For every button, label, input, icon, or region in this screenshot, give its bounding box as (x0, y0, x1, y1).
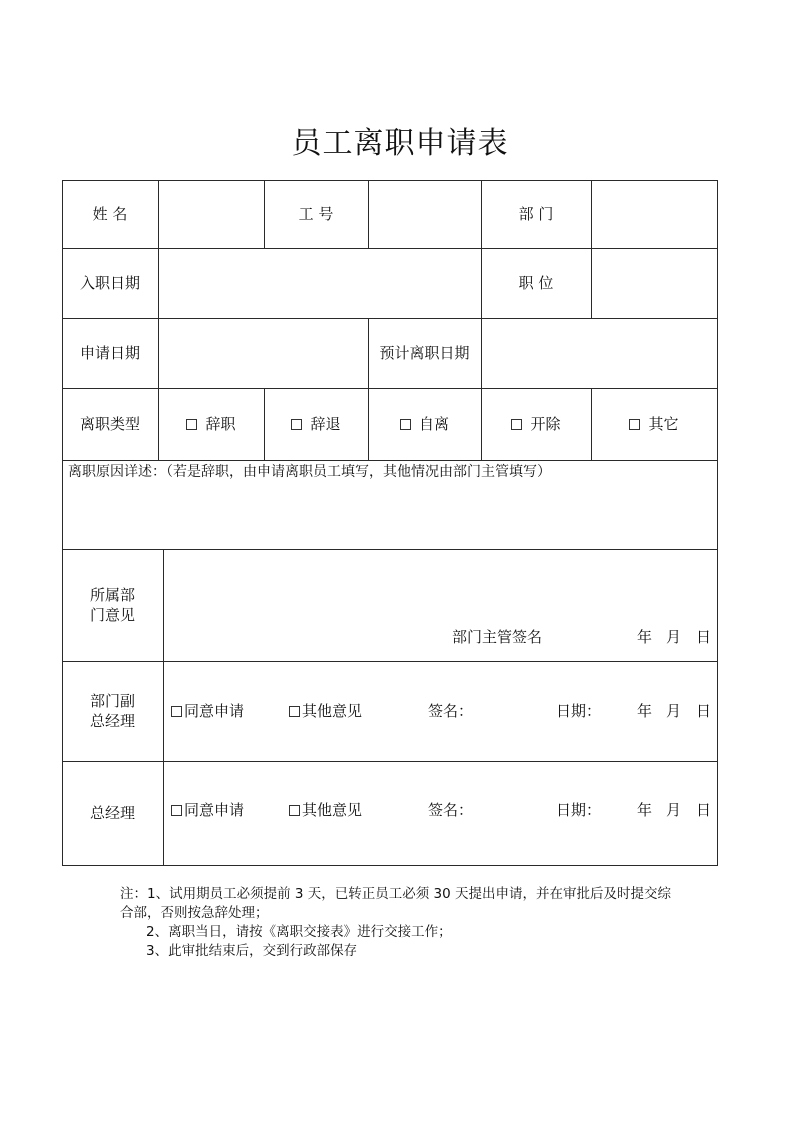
option-label: 其它 (648, 415, 679, 433)
form-title: 员工离职申请表 (291, 126, 509, 161)
deputy-gm-sign-label: 签名： (428, 702, 474, 720)
deputy-gm-label-cell (62, 661, 163, 761)
checkbox-icon[interactable] (511, 419, 522, 430)
position-label: 职 位 (518, 274, 554, 292)
name-label: 姓 名 (92, 205, 128, 223)
checkbox-icon[interactable] (289, 805, 300, 816)
dept-manager-signature-label: 部门主管签名 (452, 628, 543, 646)
leave-type-option-resign[interactable] (158, 388, 264, 460)
dept-opinion-field[interactable] (164, 550, 717, 620)
deputy-gm-other-option[interactable] (289, 702, 362, 721)
employee-id-field[interactable] (369, 181, 481, 248)
day-label: 日 (696, 628, 712, 646)
option-label: 辞职 (205, 415, 236, 433)
name-field[interactable] (159, 181, 264, 248)
expected-leave-date-label: 预计离职日期 (379, 344, 470, 362)
deputy-gm-label: 部门副总经理 (89, 692, 135, 730)
option-label: 其他意见 (302, 702, 363, 720)
leave-type-option-self-leave[interactable] (368, 388, 481, 460)
year-label: 年 (637, 628, 653, 646)
gm-date-label: 日期： (556, 801, 602, 819)
deputy-gm-agree-option[interactable] (171, 702, 244, 721)
leave-type-option-expel[interactable] (481, 388, 591, 460)
dept-opinion-label: 所属部门意见 (89, 586, 135, 624)
option-label: 其他意见 (302, 801, 363, 819)
checkbox-icon[interactable] (291, 419, 302, 430)
hire-date-field[interactable] (159, 249, 481, 318)
year-label: 年 (637, 801, 653, 819)
option-label: 自离 (418, 415, 449, 433)
note-line: 注：1、试用期员工必须提前 3 天，已转正员工必须 30 天提出申请，并在审批后及时提交综 (120, 886, 672, 902)
checkbox-icon[interactable] (171, 706, 182, 717)
note-line: 合部，否则按急辞处理； (120, 905, 269, 921)
checkbox-icon[interactable] (400, 419, 411, 430)
hire-date-label: 入职日期 (79, 274, 140, 292)
day-label: 日 (696, 801, 712, 819)
note-line: 2、离职当日，请按《离职交接表》进行交接工作； (146, 924, 452, 940)
option-label: 同意申请 (184, 801, 245, 819)
notes (120, 885, 690, 961)
leave-type-option-other[interactable] (591, 388, 717, 460)
dept-opinion-label-cell (62, 549, 163, 661)
leave-type-label: 离职类型 (79, 415, 140, 433)
month-label: 月 (666, 801, 682, 819)
leave-type-option-dismiss[interactable] (264, 388, 368, 460)
gm-agree-option[interactable] (171, 801, 244, 820)
day-label: 日 (696, 702, 712, 720)
expected-leave-date-field[interactable] (482, 319, 717, 388)
employee-id-label: 工 号 (298, 205, 334, 223)
month-label: 月 (666, 702, 682, 720)
option-label: 同意申请 (184, 702, 245, 720)
gm-label: 总经理 (89, 804, 135, 822)
reason-label: 离职原因详述：（若是辞职，由申请离职员工填写，其他情况由部门主管填写） (68, 464, 551, 480)
option-label: 辞退 (310, 415, 341, 433)
department-label: 部 门 (518, 205, 554, 223)
checkbox-icon[interactable] (186, 419, 197, 430)
apply-date-label: 申请日期 (79, 344, 140, 362)
year-label: 年 (637, 702, 653, 720)
reason-field[interactable] (63, 484, 717, 548)
department-field[interactable] (592, 181, 717, 248)
gm-other-option[interactable] (289, 801, 362, 820)
apply-date-field[interactable] (159, 319, 368, 388)
position-field[interactable] (592, 249, 717, 318)
checkbox-icon[interactable] (629, 419, 640, 430)
note-line: 3、此审批结束后，交到行政部保存 (146, 943, 358, 959)
deputy-gm-date-label: 日期： (556, 702, 602, 720)
month-label: 月 (666, 628, 682, 646)
option-label: 开除 (530, 415, 561, 433)
checkbox-icon[interactable] (171, 805, 182, 816)
gm-sign-label: 签名： (428, 801, 474, 819)
checkbox-icon[interactable] (289, 706, 300, 717)
